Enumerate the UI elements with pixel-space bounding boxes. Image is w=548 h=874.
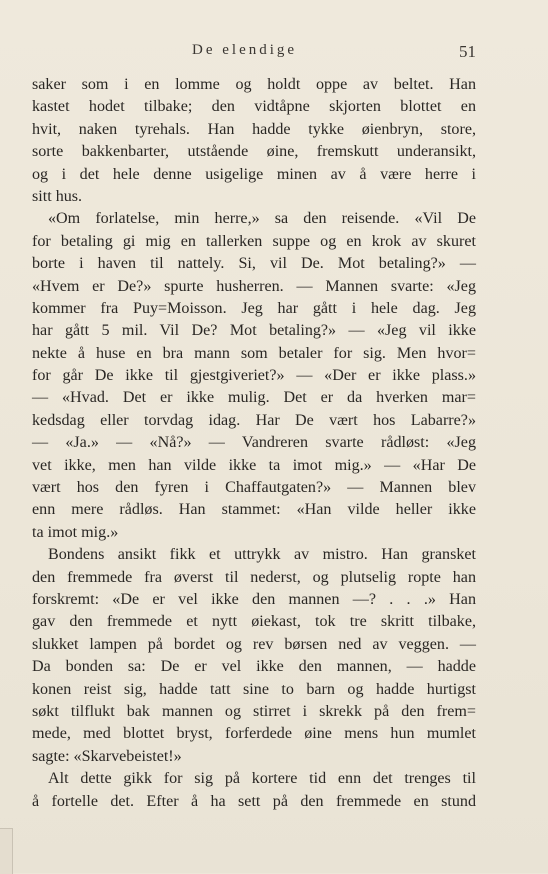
text-line: har gått 5 mil. Vil De? Mot betaling?» — «Jeg vil ikke [32, 322, 476, 340]
text-line: sitt hus. [32, 187, 83, 205]
text-line: saker som i en lomme og holdt oppe av beltet. Han [32, 76, 476, 93]
text-line: kedsdag eller torvdag idag. Har De vært hos Labarre?» [32, 411, 476, 429]
text-line: slukket lampen på bordet og rev børsen ned av veggen. — [32, 635, 476, 653]
text-line: Da bonden sa: De er vel ikke den mannen, — hadde [32, 658, 476, 676]
text-line: søkt tilflukt bak mannen og stirret i skrekk på den frem= [32, 702, 476, 720]
text-line: «Om forlatelse, min herre,» sa den reisende. «Vil De [48, 210, 476, 228]
text-line: Bondens ansikt fikk et uttrykk av mistro. Han gransket [48, 546, 476, 564]
text-line: vært hos den fyren i Chaffautgaten?» — Mannen blev [32, 479, 476, 497]
text-line: gav den fremmede et nytt øiekast, tok tre skritt tilbake, [32, 613, 476, 631]
text-line: nekte å huse en bra mann som betaler for sig. Men hvor= [32, 344, 476, 362]
page-number: 51 [459, 42, 476, 61]
text-line: hvit, naken tyrehals. Han hadde tykke øienbryn, store, [32, 120, 476, 138]
text-line: borte i haven til nattely. Si, vil De. Mot betaling?» — [32, 255, 476, 273]
text-line: å fortelle det. Efter å ha sett på den fremmede en stund [32, 792, 476, 810]
page-header [32, 42, 476, 66]
text-line: og i det hele denne usigelige minen av å være herre i [32, 165, 476, 183]
body-text [32, 74, 476, 813]
text-line: kastet hodet tilbake; den vidtåpne skjorten blottet en [32, 98, 476, 116]
text-line: mede, med blottet bryst, forferdede øine mens hun mumlet [32, 725, 476, 743]
scan-edge-mark [0, 828, 13, 874]
text-line: forskremt: «De er vel ikke den mannen —? . . .» Han [32, 590, 476, 608]
text-line: sagte: «Skarvebeistet!» [32, 747, 182, 765]
text-line: sorte bakkenbarter, utstående øine, fremskutt underansikt, [32, 143, 476, 161]
text-line: for går De ikke til gjestgiveriet?» — «Der er ikke plass.» [32, 367, 476, 385]
text-line: enn mere rådløs. Han stammet: «Han vilde heller ikke [32, 501, 476, 519]
text-line: Alt dette gikk for sig på kortere tid enn det trenges til [48, 770, 476, 788]
text-line: for betaling gi mig en tallerken suppe og en krok av skuret [32, 232, 476, 250]
text-line: — «Hvad. Det er ikke mulig. Det er da hverken mar= [32, 389, 476, 407]
text-line: kommer fra Puy=Moisson. Jeg har gått i hele dag. Jeg [32, 299, 476, 317]
text-line: konen reist sig, hadde tatt sine to barn og hadde hurtigst [32, 680, 476, 698]
text-line: ta imot mig.» [32, 523, 119, 541]
text-line: — «Ja.» — «Nå?» — Vandreren svarte rådløst: «Jeg [32, 434, 476, 452]
text-line: «Hvem er De?» spurte husherren. — Mannen svarte: «Jeg [32, 277, 476, 295]
running-title: De elendige [192, 42, 298, 58]
text-line: vet ikke, men han vilde ikke ta imot mig.» — «Har De [32, 456, 476, 474]
text-line: den fremmede fra øverst til nederst, og plutselig ropte han [32, 568, 476, 586]
